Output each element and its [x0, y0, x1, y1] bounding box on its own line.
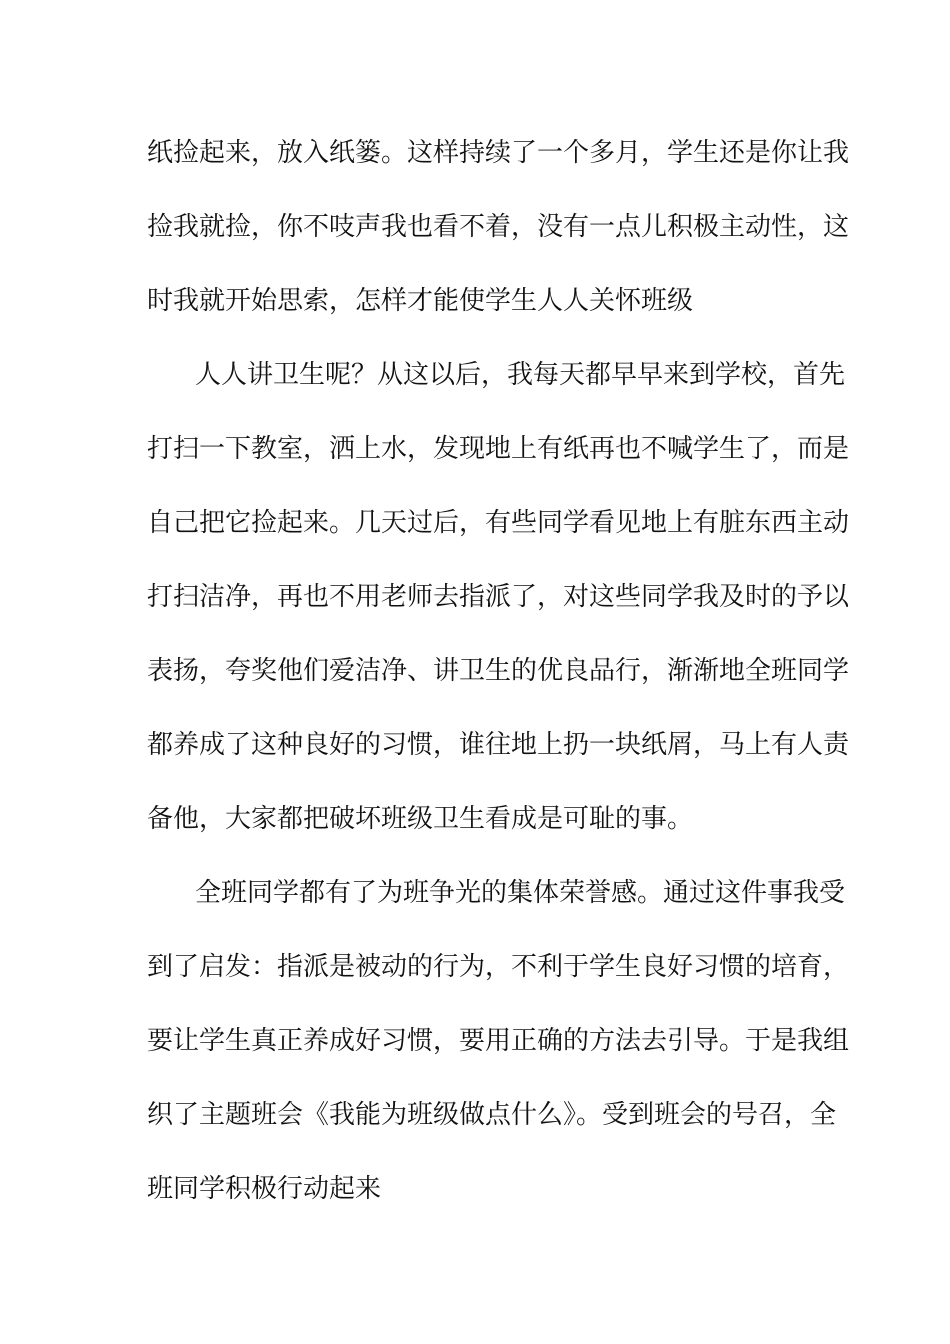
paragraph-3-line-4: 织了主题班会《我能为班级做点什么》。受到班会的号召，全: [147, 1100, 837, 1130]
paragraph-3-line-2: 到了启发：指派是被动的行为，不利于学生良好习惯的培育，: [147, 952, 850, 982]
paragraph-2-line-2: 打扫一下教室，洒上水，发现地上有纸再也不喊学生了，而是: [147, 434, 850, 464]
paragraph-2-line-5: 表扬，夸奖他们爱洁净、讲卫生的优良品行，渐渐地全班同学: [147, 656, 850, 686]
paragraph-3-line-3: 要让学生真正养成好习惯，要用正确的方法去引导。于是我组: [147, 1026, 850, 1056]
paragraph-3-line-1: 全班同学都有了为班争光的集体荣誉感。通过这件事我受: [195, 878, 846, 908]
paragraph-2-line-6: 都养成了这种良好的习惯，谁往地上扔一块纸屑，马上有人责: [147, 730, 850, 760]
paragraph-3-line-5: 班同学积极行动起来: [147, 1174, 382, 1204]
paragraph-1-line-1: 纸捡起来，放入纸篓。这样持续了一个多月，学生还是你让我: [147, 138, 850, 168]
paragraph-1-line-2: 捡我就捡，你不吱声我也看不着，没有一点儿积极主动性，这: [147, 212, 850, 242]
paragraph-2-line-7: 备他，大家都把破坏班级卫生看成是可耻的事。: [147, 804, 694, 834]
paragraph-2-line-3: 自己把它捡起来。几天过后，有些同学看见地上有脏东西主动: [147, 508, 850, 538]
paragraph-2-line-4: 打扫洁净，再也不用老师去指派了，对这些同学我及时的予以: [147, 582, 850, 612]
paragraph-2-line-1: 人人讲卫生呢？从这以后，我每天都早早来到学校，首先: [195, 360, 846, 390]
paragraph-1-line-3: 时我就开始思索，怎样才能使学生人人关怀班级: [147, 286, 694, 316]
